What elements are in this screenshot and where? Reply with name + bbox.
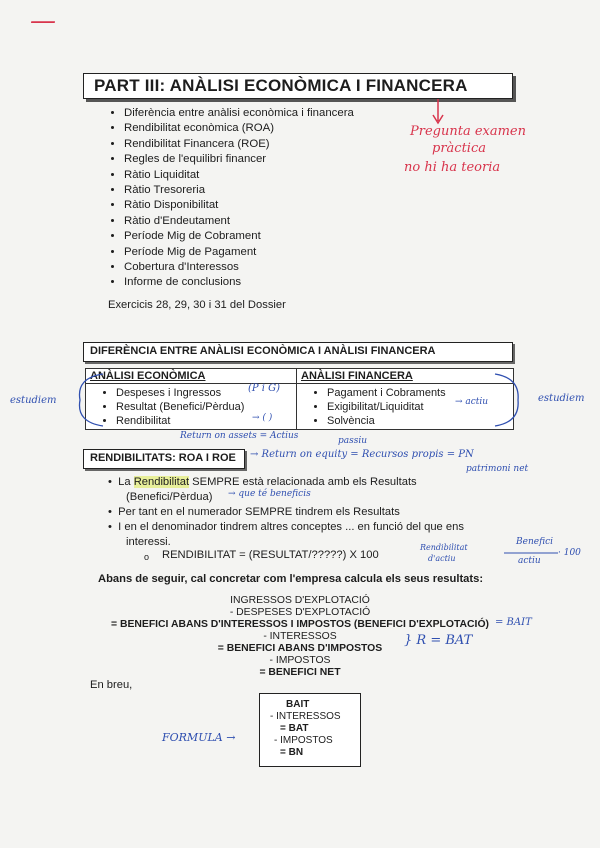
bullet-dot: • (108, 521, 112, 533)
list-item: • Ràtio Disponibilitat (124, 198, 354, 213)
rendibilitat-bullet (108, 475, 488, 490)
patrimoni-note: patrimoni net (466, 464, 529, 474)
bat-note: } R = BAT (404, 633, 473, 648)
actiu-note: → actiu (455, 397, 489, 407)
economic-analysis-header: ANÀLISI ECONÒMICA (86, 369, 296, 384)
formula-note: FORMULA → (162, 731, 236, 744)
income-line: = BENEFICI ABANS D'IMPOSTOS (217, 643, 383, 654)
income-line: INGRESSOS D'EXPLOTACIÓ (230, 595, 370, 606)
list-item: • Període Mig de Cobrament (124, 229, 354, 244)
summary-line: BAIT (286, 699, 310, 710)
income-line: - INTERESSOS (263, 631, 337, 642)
list-item: • Rendibilitat (116, 414, 296, 428)
roe-note: → Return on equity = Recursos propis = PN (250, 449, 474, 460)
highlighted-word: Rendibilitat (133, 476, 190, 488)
exam-note-3: no hi ha teoria (404, 160, 501, 175)
exam-note-1: Pregunta examen (410, 124, 526, 139)
bullet-dot: • (108, 476, 112, 488)
list-item: • Pagament i Cobraments (327, 386, 513, 400)
income-line: = BENEFICI NET (259, 667, 341, 678)
financial-analysis-header: ANÀLISI FINANCERA (297, 369, 513, 384)
title-box (83, 73, 513, 99)
pig-note: (P i G) (248, 383, 281, 394)
list-item: • Ràtio Liquiditat (124, 168, 354, 183)
exam-note-2: pràctica (432, 141, 486, 156)
list-item: • Diferència entre anàlisi econòmica i financera (124, 106, 354, 121)
sub-bullet-marker: o (144, 552, 150, 562)
list-item: • Rendibilitat Financera (ROE) (124, 137, 354, 152)
summary-box (259, 693, 361, 767)
list-item: • Informe de conclusions (124, 275, 354, 290)
benefici-note: → que té beneficis (228, 489, 311, 499)
fraction-multiplier: · 100 (558, 548, 581, 558)
summary-line: - INTERESSOS (270, 711, 341, 722)
estudiem-left-note: estudiem (10, 395, 57, 406)
rendibilitat-formula: RENDIBILITAT = (RESULTAT/?????) X 100 (162, 549, 379, 561)
fraction-denominator: actiu (518, 556, 541, 566)
list-item: • Exigibilitat/Liquiditat (327, 400, 513, 414)
exercises-note: Exercicis 28, 29, 30 i 31 del Dossier (108, 299, 286, 311)
bullet-text-pre: La (118, 476, 134, 488)
topic-list (108, 106, 354, 291)
summary-label: En breu, (90, 679, 133, 691)
denominator-bullet (108, 520, 464, 535)
section-heading-roa-roe (83, 449, 245, 469)
summary-line: = BAT (280, 723, 309, 734)
bullet-text: Per tant en el numerador SEMPRE tindrem els Resultats (118, 506, 400, 518)
section-heading-text: RENDIBILITATS: ROA I ROE (90, 452, 236, 464)
summary-line: = BN (280, 747, 304, 758)
income-line: - IMPOSTOS (269, 655, 331, 666)
results-intro: Abans de seguir, cal concretar com l'empresa calcula els seus resultats: (98, 573, 484, 585)
list-item: • Ràtio d'Endeutament (124, 214, 354, 229)
numerator-bullet (108, 505, 400, 520)
down-arrow-icon (428, 97, 448, 127)
section-heading-difference (83, 342, 513, 362)
bullet-text: I en el denominador tindrem altres conceptes ... en funció del que ens (118, 521, 464, 533)
bait-note: = BAIT (495, 617, 532, 628)
bullet-dot: • (108, 506, 112, 518)
bullet-text-post: SEMPRE està relacionada amb els Resultats (189, 476, 417, 488)
list-item: • Cobertura d'Interessos (124, 260, 354, 275)
income-line: - DESPESES D'EXPLOTACIÓ (229, 607, 371, 618)
list-item: • Ràtio Tresoreria (124, 183, 354, 198)
roa-note: Return on assets = Actius (180, 431, 299, 441)
list-item: • Despeses i Ingressos (116, 386, 296, 400)
list-item: • Regles de l'equilibri financer (124, 152, 354, 167)
section-heading-text: DIFERÈNCIA ENTRE ANÀLISI ECONÒMICA I ANÀLISI FINANCERA (90, 345, 436, 357)
rendibilitat-bullet-line2: (Benefici/Pèrdua) (126, 491, 213, 503)
fraction-numerator: Benefici (516, 537, 553, 547)
bracket-right-icon (490, 370, 530, 430)
income-line: = BENEFICI ABANS D'INTERESSOS I IMPOSTOS (BENEFICI D'EXPLOTACIÓ) (111, 619, 489, 630)
passiu-note: passiu (338, 436, 368, 446)
rend-actiu-note-1: Rendibilitat (420, 543, 468, 552)
denominator-bullet-line2: interessi. (126, 536, 171, 548)
rend-actiu-note-2: d'actiu (428, 554, 456, 563)
page-title: PART III: ANÀLISI ECONÒMICA I FINANCERA (94, 76, 468, 95)
estudiem-right-note: estudiem (538, 393, 585, 404)
fraction-bar (504, 551, 560, 555)
list-item: • Solvència (327, 414, 513, 428)
bracket-left-icon (68, 370, 108, 430)
list-item: • Període Mig de Pagament (124, 245, 354, 260)
list-item: • Resultat (Benefici/Pèrdua) (116, 400, 296, 414)
list-item: • Rendibilitat econòmica (ROA) (124, 121, 354, 136)
top-left-dash: — (30, 6, 56, 36)
summary-line: - IMPOSTOS (274, 735, 333, 746)
roa-mark-note: → ( ) (252, 413, 273, 423)
